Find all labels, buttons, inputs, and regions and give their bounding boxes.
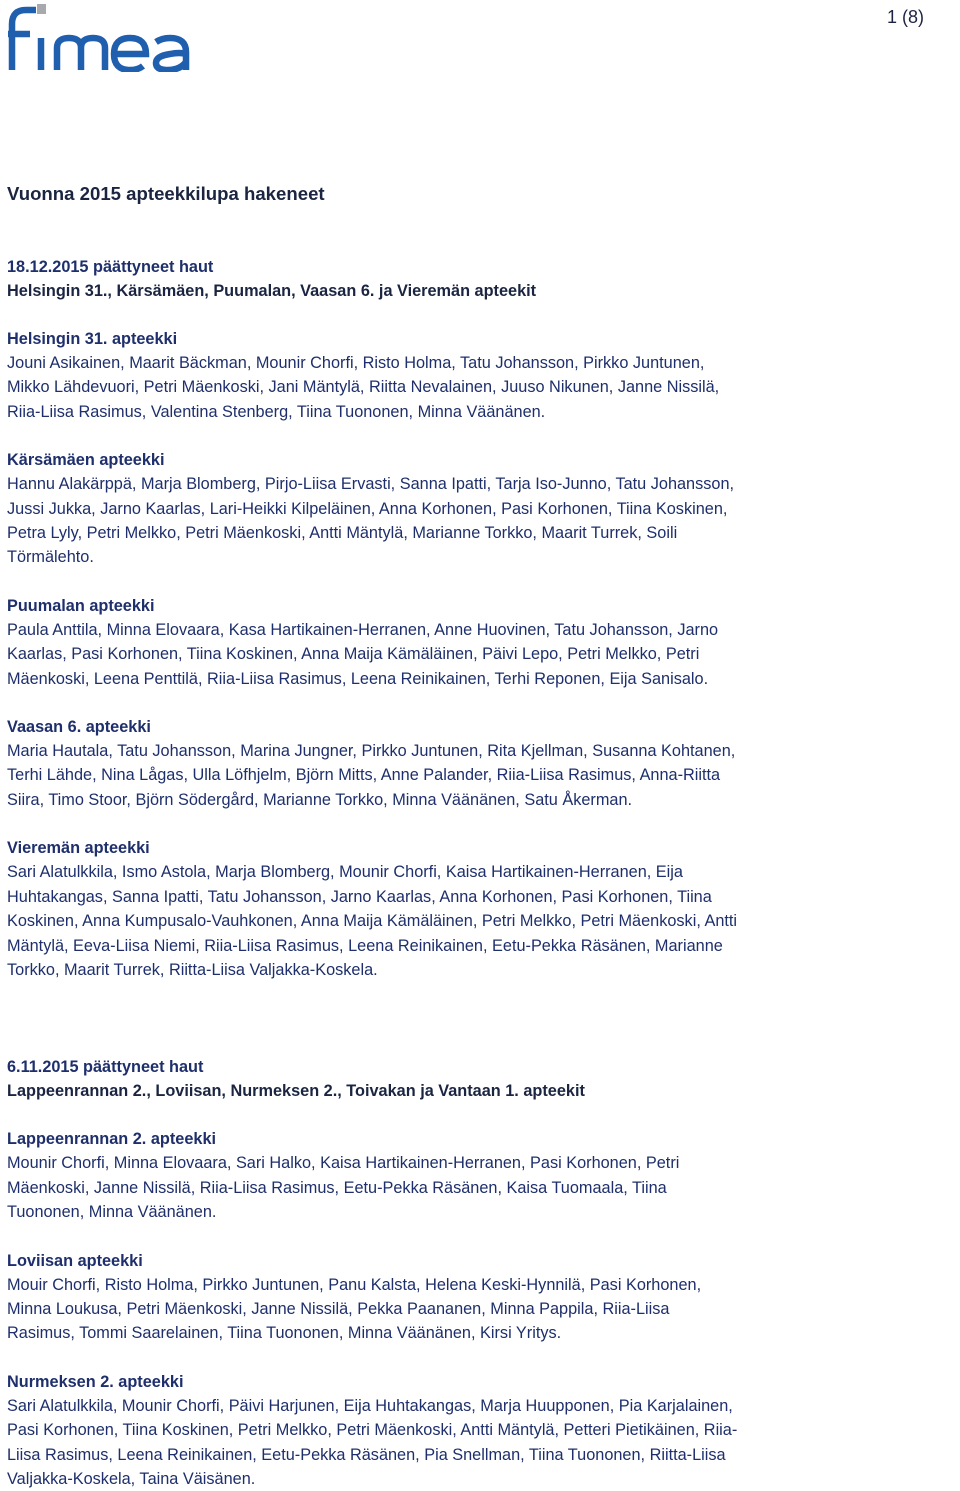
applicant-list (7, 618, 957, 691)
applicant-line: Riia-Liisa Rasimus, Valentina Stenberg, Tiina Tuononen, Minna Väänänen. (7, 402, 546, 421)
pharmacy-title: Kärsämäen apteekki (7, 451, 165, 470)
pharmacy-title: Nurmeksen 2. apteekki (7, 1372, 184, 1391)
applicant-list (7, 1394, 957, 1491)
applicant-line: Mouir Chorfi, Risto Holma, Pirkko Juntunen, Panu Kalsta, Helena Keski-Hynnilä, Pasi Korhonen, (7, 1275, 702, 1294)
pharmacy-title: Puumalan apteekki (7, 596, 155, 615)
applicant-line: Sari Alatulkkila, Ismo Astola, Marja Blomberg, Mounir Chorfi, Kaisa Hartikainen-Herranen, Eija (7, 863, 683, 882)
applicant-list (7, 472, 957, 570)
pharmacy-section (7, 836, 957, 982)
applicant-list (7, 739, 957, 812)
pharmacy-section (7, 327, 957, 424)
applicant-line: Petra Lyly, Petri Melkko, Petri Mäenkoski, Antti Mäntylä, Marianne Torkko, Maarit Turrek, Soili (7, 524, 678, 543)
applicant-line: Maria Hautala, Tatu Johansson, Marina Jungner, Pirkko Juntunen, Rita Kjellman, Susanna Kohtanen, (7, 742, 736, 761)
pharmacy-title: Helsingin 31. apteekki (7, 330, 178, 348)
applicant-line: Paula Anttila, Minna Elovaara, Kasa Hartikainen-Herranen, Anne Huovinen, Tatu Johansson, Jarno (7, 620, 719, 639)
pharmacy-section (7, 715, 957, 812)
applicant-line: Liisa Rasimus, Leena Reinikainen, Eetu-Pekka Räsänen, Pia Snellman, Tiina Tuononen, Riitta-Liisa (7, 1445, 726, 1464)
applicant-list (7, 1151, 957, 1224)
document-title: Vuonna 2015 apteekkilupa hakeneet (7, 183, 325, 204)
applicant-line: Koskinen, Anna Kumpusalo-Vauhkonen, Anna Maija Kämäläinen, Petri Melkko, Petri Mäenkoski, Antti (7, 912, 738, 931)
document-body (7, 182, 957, 1491)
fimea-logo (8, 2, 212, 72)
pharmacy-title: Vaasan 6. apteekki (7, 718, 151, 737)
applicant-line: Jouni Asikainen, Maarit Bäckman, Mounir Chorfi, Risto Holma, Tatu Johansson, Pirkko Juntunen, (7, 354, 705, 372)
applicant-line: Mäntylä, Eeva-Liisa Niemi, Riia-Liisa Rasimus, Leena Reinikainen, Eetu-Pekka Räsänen, Marianne (7, 936, 723, 955)
applicant-list (7, 1273, 957, 1346)
pharmacy-section (7, 594, 957, 691)
deadline-date: 6.11.2015 päättyneet haut (7, 1058, 204, 1077)
applicant-line: Huhtakangas, Sanna Ipatti, Tatu Johansson, Jarno Kaarlas, Anna Korhonen, Pasi Korhonen, Tiina (7, 887, 712, 906)
applicant-line: Pasi Korhonen, Tiina Koskinen, Petri Melkko, Petri Mäenkoski, Antti Mäntylä, Petteri Pietikäinen, Riia- (7, 1421, 738, 1440)
pharmacy-title: Lappeenrannan 2. apteekki (7, 1130, 217, 1149)
applicant-line: Siira, Timo Stoor, Björn Södergård, Marianne Torkko, Minna Väänänen, Satu Åkerman. (7, 790, 633, 809)
applicant-line: Sari Alatulkkila, Mounir Chorfi, Päivi Harjunen, Eija Huhtakangas, Marja Huupponen, Pia Karjalainen, (7, 1396, 733, 1415)
application-group (7, 255, 957, 982)
applicant-list (7, 860, 957, 982)
application-group (7, 1055, 957, 1491)
applicant-line: Hannu Alakärppä, Marja Blomberg, Pirjo-Liisa Ervasti, Sanna Ipatti, Tarja Iso-Junno, Tatu Johansson, (7, 475, 735, 494)
applicant-list (7, 351, 957, 424)
applicant-line: Mounir Chorfi, Minna Elovaara, Sari Halko, Kaisa Hartikainen-Herranen, Pasi Korhonen, Petri (7, 1154, 680, 1173)
applicant-line: Terhi Lähde, Nina Lågas, Ulla Löfhjelm, Björn Mitts, Anne Palander, Riia-Liisa Rasimus, Anna-Riitta (7, 766, 721, 785)
pharmacy-section (7, 1249, 957, 1346)
pharmacy-section (7, 1370, 957, 1491)
deadline-date: 18.12.2015 päättyneet haut (7, 258, 214, 276)
applicant-line: Jussi Jukka, Jarno Kaarlas, Lari-Heikki Kilpeläinen, Anna Korhonen, Pasi Korhonen, Tiina Koskinen, (7, 499, 728, 518)
pharmacy-section (7, 1127, 957, 1224)
applicant-line: Mäenkoski, Janne Nissilä, Riia-Liisa Rasimus, Eetu-Pekka Räsänen, Kaisa Tuomaala, Tiina (7, 1178, 667, 1197)
pharmacy-title: Loviisan apteekki (7, 1251, 143, 1270)
pharmacy-section (7, 448, 957, 570)
applicant-line: Rasimus, Tommi Saarelainen, Tiina Tuononen, Minna Väänänen, Kirsi Yritys. (7, 1324, 562, 1343)
applicant-line: Mäenkoski, Leena Penttilä, Riia-Liisa Rasimus, Leena Reinikainen, Terhi Reponen, Eija Sanisalo. (7, 669, 709, 688)
page-number: 1 (8) (886, 7, 924, 27)
group-subtitle: Lappeenrannan 2., Loviisan, Nurmeksen 2., Toivakan ja Vantaan 1. apteekit (7, 1082, 585, 1101)
applicant-line: Torkko, Maarit Turrek, Riitta-Liisa Valjakka-Koskela. (7, 960, 378, 979)
applicant-line: Törmälehto. (7, 548, 94, 567)
applicant-line: Mikko Lähdevuori, Petri Mäenkoski, Jani Mäntylä, Riitta Nevalainen, Juuso Nikunen, Janne Nissilä, (7, 378, 720, 397)
applicant-line: Tuononen, Minna Väänänen. (7, 1203, 217, 1222)
applicant-line: Kaarlas, Pasi Korhonen, Tiina Koskinen, Anna Maija Kämäläinen, Päivi Lepo, Petri Melkko, Petri (7, 645, 700, 664)
pharmacy-title: Vieremän apteekki (7, 839, 150, 858)
applicant-line: Minna Loukusa, Petri Mäenkoski, Janne Nissilä, Pekka Paananen, Minna Pappila, Riia-Liisa (7, 1299, 670, 1318)
group-subtitle: Helsingin 31., Kärsämäen, Puumalan, Vaasan 6. ja Vieremän apteekit (7, 282, 537, 300)
applicant-line: Valjakka-Koskela, Taina Väisänen. (7, 1469, 256, 1488)
